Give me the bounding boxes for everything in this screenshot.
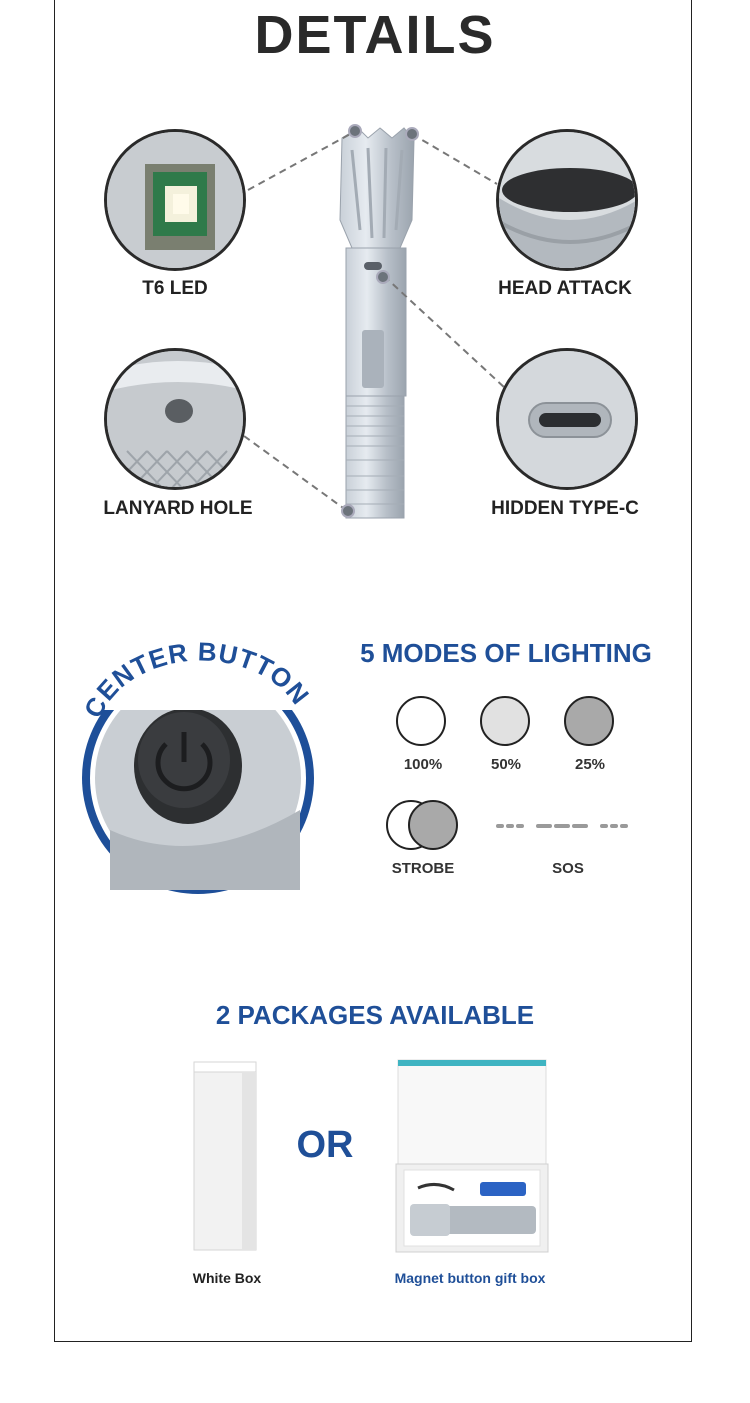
mode-100 [396,696,446,746]
mode-50-swatch [480,696,530,746]
or-text: OR [296,1124,354,1166]
mode-100-label: 100% [403,756,443,773]
gift-box-image [390,1056,550,1256]
packages-heading: 2 PACKAGES AVAILABLE [215,1000,535,1030]
mode-25 [564,696,614,746]
t6-led-closeup [104,129,246,271]
gift-box-label: Magnet button gift box [394,1270,546,1286]
t6-led-label: T6 LED [142,278,208,299]
white-box-label: White Box [192,1270,262,1286]
head-attack-closeup [496,129,638,271]
head-attack-label: HEAD ATTACK [498,278,632,299]
page-title: DETAILS [254,5,496,65]
mode-100-swatch [396,696,446,746]
center-button-text: CENTER BUTTON [77,640,316,723]
lanyard-hole-label: LANYARD HOLE [103,498,253,519]
svg-text:CENTER BUTTON [78,640,316,722]
mode-25-label: 25% [574,756,606,773]
mode-25-swatch [564,696,614,746]
hidden-typec-label: HIDDEN TYPE-C [491,498,639,519]
lanyard-hole-closeup [104,348,246,490]
modes-heading: 5 MODES OF LIGHTING [360,638,652,668]
white-box-image [190,1058,262,1254]
strobe-icon [386,800,462,852]
strobe-label: STROBE [391,860,455,877]
sos-label: SOS [552,860,584,877]
hidden-typec-closeup [496,348,638,490]
mode-50-label: 50% [490,756,522,773]
center-button-arc-label [70,640,330,760]
sos-icon [494,824,634,832]
mode-50 [480,696,530,746]
